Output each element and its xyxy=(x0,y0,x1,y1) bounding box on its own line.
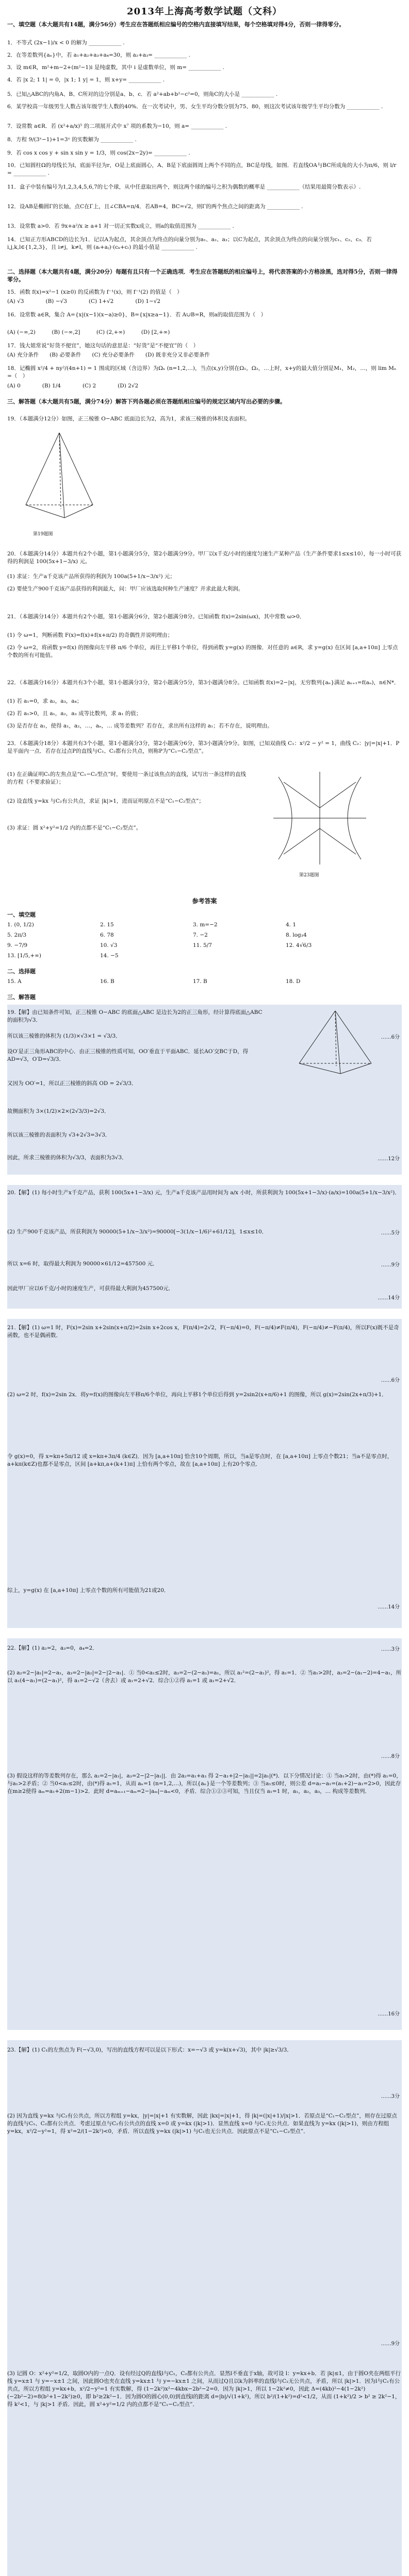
question-23-part2: (2) 设直线 y=kx 与C₂有公共点，求证 |k|>1，进而证明原点不是“C₁−C₂型点”； xyxy=(7,798,204,804)
score-20-a: ……5分 xyxy=(381,1230,400,1236)
solution-19-text-7: 因此，所求三棱锥的体积为√3/3，表面积为3√3． xyxy=(7,1155,127,1161)
question-7: 7．设常数 a∈R．若 (x²+a/x)⁵ 的二项展开式中 x⁷ 项的系数为−10，则 a= ____________ . xyxy=(7,123,227,129)
solution-21-text-4: 综上，y=g(x) 在 [a,a+10π] 上零点个数的所有可能值为21或20． xyxy=(7,1587,170,1594)
question-20-part1: (1) 求证：生产a千克该产品所获得的利润为 100a(5+1/x−3/x²) 元； xyxy=(7,573,175,580)
solution-19-figure xyxy=(289,1007,382,1079)
question-21: 21．（本题满分14分）本题共有2个小题，第1小题满分6分，第2小题满分8分。已知函数 f(x)=2sin(ωx)，其中常数 ω>0． xyxy=(7,614,305,620)
choice-answers-row: 15. A 16. B 17. B 18. D xyxy=(7,978,301,985)
section3-heading: 三、解答题（本大题共有5题，满分74分）解答下列各题必须在答题纸相应编号的规定区域内写出必要的步骤。 xyxy=(7,398,286,405)
question-23: 23．（本题满分18分）本题共有3个小题，第1小题满分3分，第2小题满分6分，第3小题满分9分。如图，已知双曲线 C₁：x²/2 − y² = 1，曲线 C₂：|y|=|x|+1．P是平面内一点．若存在过点P的直线与C₁、C₂都有公共点，则称P为“C₁−C₂型点”。 xyxy=(7,740,400,754)
score-21-b: ……14分 xyxy=(378,1604,400,1610)
solution-19-text-4: 又因为 OO′=1，所以正三棱锥的斜高 OD = 2√3/3． xyxy=(7,1080,137,1087)
question-4: 4．若 |x 2; 1 1| = 0，|x 1; 1 y| = 1，则 x+y= ____________ . xyxy=(7,77,165,83)
choice-answers-heading: 二、选择题 xyxy=(7,968,36,975)
solution-20-text-3: 所以 x=6 时，取得最大利润为 90000×61/12=457500 元． xyxy=(7,1261,158,1267)
answers-title: 参考答案 xyxy=(192,897,217,905)
solution-19-text-1: 19.【解】由已知条件可知，正三棱锥 O−ABC 的底面△ABC 是边长为2的正三角形，经计算得底面△ABC的面积为√3． xyxy=(7,1009,263,1023)
score-23-a: ……3分 xyxy=(381,2094,400,2099)
solution-21-text-3: 令 g(x)=0，得 x=kπ+5π/12 或 x=kπ+3π/4 (k∈Z)．因为 [a,a+10π] 恰含10个周期，所以，当a是零点时，在 [a,a+10π] 上零点个数21；当a不是零点时，a+kπ(k∈Z)也都不是零点，区间 [a+kπ,a+(k+1)π] 上恰有两个零点，故在 [a,a+10π] 上有20个零点． xyxy=(7,1453,393,1467)
question-5: 5．已知△ABC的内角A、B、C所对的边分别是a、b、c．若 a²+ab+b²−c²=0，则角C的大小是 ____________ . xyxy=(7,91,278,97)
fill-answers-row-4: 13. [1/5,+∞) 14. −5 xyxy=(7,953,119,959)
solution-23-text-2: (2) 因为直线 y=kx 与C₂有公共点，所以方程组 y=kx，|y|=|x|+1 有实数解，因此 |kx|=|x|+1，得 |k|=(|x|+1)/|x|>1．若原点是“C₁−C₂型点”，则存在过原点的直线与C₁、C₂都有公共点．考虑过原点与C₂有公共点的直线 x=0 或 y=kx (|k|>1)．显然直线 x=0 与C₁无公共点．如果直线为 y=kx (|k|>1)，则由方程组 y=kx，x²/2−y²=1，得 x²=2/(1−2k²)<0，矛盾．所以直线 y=kx (|k|>1) 与C₁也无公共点．因此原点不是“C₁−C₂型点”． xyxy=(7,2113,397,2134)
solution-22-text-1: 22.【解】(1) a₂=2，a₃=0，a₄=2． xyxy=(7,1645,98,1651)
solution-20-text-4: 因此甲厂应以6千克/小时的速度生产，可获得最大利润为457500元． xyxy=(7,1285,174,1292)
solution-21-text-1: 21.【解】(1) ω=1 时，F(x)=2sin x+2sin(x+π/2)=2sin x+2cos x，F(π/4)=2√2，F(−π/4)=0，F(−π/4)≠F(π/4)，F(−π/4)≠−F(π/4)，所以F(x)既不是奇函数，也不是偶函数． xyxy=(7,1325,399,1338)
question-17-options: (A) 充分条件 (B) 必要条件 (C) 充分必要条件 (D) 既非充分又非必要条件 xyxy=(7,352,210,358)
score-19-b: ……12分 xyxy=(378,1156,400,1162)
solution-23-text-3: (3) 记圆 O：x²+y²=1/2，取圆O内的一点Q．设有经过Q的直线l与C₁，C₂都有公共点．显然l不垂直于x轴，故可设 l：y=kx+b．若 |k|≤1，由于圆O夹在两组平行线 y=x±1 与 y=−x±1 之间，因此圆O也夹在直线 y=kx±1 与 y=−kx±1 之间，从而过Q且以k为斜率的直线l与C₂无公共点，矛盾，所以 |k|>1．因为l与C₁有公共点，所以方程组 y=kx+b，x²/2−y²=1 有实数解，得 (1−2k²)x²−4kbx−2b²−2=0．因为 |k|>1，所以 1−2k²≠0，因此 Δ=(4kb)²−4(1−2k²)(−2b²−2)=8(b²+1−2k²)≥0，即 b²≥2k²−1．因为圆O的圆心(0,0)到直线l的距离 d=|b|/√(1+k²)，所以 b²/(1+k²)=d²<1/2，从而 (1+k²)/2 > b² ≥ 2k²−1，得 k²<1，与 |k|>1 矛盾．因此，圆 x²+y²=1/2 内的点都不是“C₁−C₂型点”． xyxy=(7,2370,401,2408)
solution-21-text-2: (2) ω=2 时，f(x)=2sin 2x．将y=f(x)的图像向左平移π/6个单位，再向上平移1个单位后得到 y=2sin2(x+π/6)+1 的图像，所以 g(x)=2sin(2x+π/3)+1． xyxy=(7,1392,387,1398)
solve-answers-heading: 三、解答题 xyxy=(7,994,36,1001)
fill-answers-row-1: 1. (0, 1/2) 2. 15 3. m=−2 4. 1 xyxy=(7,922,297,928)
solution-22-text-3: (3) 假设这样的等差数列存在，那么 a₂=2−|a₁|，a₃=2−|2−|a₁||．由 2a₂=a₁+a₃ 得 2−a₁+|2−|a₁||=2|a₁|(*)．以下分情况讨论：① 当a₁>2时，由(*)得 a₁=0，与a₁>2矛盾；② 当0<a₁≤2时，由(*)得 a₁=1，从而 aₙ=1 (n=1,2,…)，所以{aₙ}是一个等差数列；③ 当a₁≤0时，则公差 d=a₂−a₁=(a₁+2)−a₁=2>0，因此存在m≥2使得 aₘ=a₁+2(m−1)>2．此时 d=aₘ₊₁−aₘ=2−|aₘ|−aₘ<0，矛盾．综合①②③可知，当且仅当 a₁=1 时，a₁，a₂，a₃，… 构成等差数列． xyxy=(7,1773,402,1794)
score-22-c: ……16分 xyxy=(378,2011,400,2017)
figure-19-pyramid xyxy=(15,428,103,531)
solution-21-box xyxy=(7,1319,402,1628)
question-21-part1: (1) 令 ω=1，判断函数 F(x)=f(x)+f(x+π/2) 的奇偶性并说明理由； xyxy=(7,632,173,638)
fill-answers-heading: 一、填空题 xyxy=(7,911,36,918)
score-20-b: ……9分 xyxy=(381,1262,400,1268)
score-22-b: ……8分 xyxy=(381,1754,400,1759)
figure-19-caption: 第19题图 xyxy=(33,532,53,537)
score-23-b: ……9分 xyxy=(381,2341,400,2347)
question-19: 19．（本题满分12分）如图，正三棱锥 O−ABC 底面边长为2，高为1，求该三棱锥的体积及表面积。 xyxy=(7,416,250,422)
question-13: 13．设常数 a>0．若 9x+a²/x ≥ a+1 对一切正实数x成立，则a的取值范围为 ____________ . xyxy=(7,223,234,229)
question-12: 12．设AB是椭圆Γ的长轴，点C在Γ上，且∠CBA=π/4．若AB=4，BC=√2，则Γ的两个焦点之间的距离为 ____________ . xyxy=(7,204,303,210)
figure-23-caption: 第23题图 xyxy=(299,873,319,878)
fill-answers-row-3: 9. −7/9 10. √3 11. 5/7 12. 4√6/3 xyxy=(7,942,312,948)
score-20-c: ……14分 xyxy=(378,1295,400,1301)
question-16: 16．设常数 a∈R，集合 A={x|(x−1)(x−a)≥0}，B={x|x≥a−1}．若 A∪B=R，则a的取值范围为（ ） xyxy=(7,312,267,318)
question-15-options: (A) √3 (B) −√3 (C) 1+√2 (D) 1−√2 xyxy=(7,298,161,304)
question-8: 8．方程 9/(3ˣ−1)+1=3ˣ 的实数解为 ____________ . xyxy=(7,137,137,143)
figure-23-hyperbola xyxy=(268,767,371,870)
score-21-a: ……6分 xyxy=(381,1378,400,1383)
question-17: 17．钱大姐常说“好货不便宜”，她这句话的意思是：“好货”是“不便宜”的（ ） xyxy=(7,343,199,349)
question-15: 15．函数 f(x)=x²−1 (x≥0) 的反函数为 f⁻¹(x)，则 f⁻¹(2) 的值是（ ） xyxy=(7,289,183,295)
question-21-part2: (2) 令 ω=2，将函数 y=f(x) 的图像向左平移 π/6 个单位，再往上平移1个单位，得到函数 y=g(x) 的图像．对任意的 a∈R，求 y=g(x) 在区间 [a,a+10π] 上零点个数的所有可能值。 xyxy=(7,645,398,658)
solution-22-box xyxy=(7,1638,402,2030)
fill-answers-row-2: 5. 2π/3 6. 78 7. −2 8. log₃4 xyxy=(7,932,307,938)
section1-heading: 一、填空题（本大题共有14题，满分56分）考生应在答题纸相应编号的空格内直接填写结果，每个空格填对得4分，否则一律得零分。 xyxy=(7,21,345,28)
score-22-a: ……3分 xyxy=(381,1647,400,1652)
question-22-part3: (3) 是否存在 a₁，使得 a₁，a₂，…，aₙ，… 成等差数列？若存在，求出所有这样的 a₁；若不存在，说明理由。 xyxy=(7,723,273,729)
solution-20-text-2: (2) 生产900千克该产品，所获利润为 90000(5+1/x−3/x²)=90000[−3(1/x−1/6)²+61/12]，1≤x≤10． xyxy=(7,1229,268,1235)
solution-19-text-6: 所以该三棱锥的表面积为 √3+2√3=3√3． xyxy=(7,1132,111,1138)
section2-heading: 二、选择题（本大题共有4题，满分20分）每题有且只有一个正确选项．考生应在答题纸的相应编号上，将代表答案的小方格涂黑，选对得5分，否则一律得零分。 xyxy=(7,268,398,283)
solution-22-text-2: (2) a₂=2−|a₁|=2−a₁，a₃=2−|a₂|=2−|2−a₁|．① 当0<a₁≤2时，a₃=2−(2−a₁)=a₁，所以 a₁²=(2−a₁)²，得 a₁=1．② 当a₁>2时，a₃=2−(a₁−2)=4−a₁，所以 a₁(4−a₁)=(2−a₁)²，得 a₁=2−√2（舍去）或 a₁=2+√2．综合①②得 a₁=1 或 a₁=2+√2． xyxy=(7,1670,402,1684)
solution-23-text-1: 23.【解】(1) C₁的左焦点为 F(−√3,0)，写出的直线方程可以是以下形式：x=−√3 或 y=k(x+√3)，其中 |k|≥√3/3． xyxy=(7,2047,292,2053)
question-2: 2．在等差数列{aₙ}中，若 a₁+a₂+a₃+a₄=30，则 a₂+a₃= ____________ . xyxy=(7,52,190,58)
question-11: 11．盒子中装有编号为1,2,3,4,5,6,7的七个球，从中任意取出两个，则这两个球的编号之积为偶数的概率是 ____________（结果用最简分数表示）. xyxy=(7,184,361,190)
question-16-options: (A) (−∞,2) (B) (−∞,2] (C) (2,+∞) (D) [2,+∞) xyxy=(7,329,170,335)
score-19-a: ……6分 xyxy=(381,1035,400,1040)
question-23-part1: (1) 在正确证明C₁的左焦点是“C₁−C₂型点”时，要使用一条过该焦点的直线，试写出一条这样的直线的方程（不要求验证）； xyxy=(7,771,246,785)
solution-19-text-5: 故侧面积为 3×(1/2)×2×(2√3/3)=2√3． xyxy=(7,1108,110,1114)
solution-19-text-3: 设O′是正三角形ABC的中心．由正三棱锥的性质可知，OO′垂直于平面ABC．延长AO′交BC于D，得 AD=√3，O′D=√3/3． xyxy=(7,1048,249,1062)
question-20-part2: (2) 要使生产900千克该产品获得的利润最大，问：甲厂应该选取何种生产速度？并求此最大利润。 xyxy=(7,586,244,592)
question-23-part3: (3) 求证：圆 x²+y²=1/2 内的点都不是“C₁−C₂型点”。 xyxy=(7,825,142,831)
question-10: 10．已知圆柱Ω的母线长为l，底面半径为r，O是上底面圆心，A、B是下底面圆周上两个不同的点，BC是母线，如图．若直线OA与BC所成角的大小为π/6，则 l/r = ____________ . xyxy=(7,162,397,176)
question-9: 9．若 cos x cos y + sin x sin y = 1/3，则 cos(2x−2y)= ____________ . xyxy=(7,150,190,156)
question-20: 20．（本题满分14分）本题共有2个小题，第1小题满分5分，第2小题满分9分。甲厂以x千克/小时的速度匀速生产某种产品（生产条件要求1≤x≤10），每一小时可获得的利润是 100(5x+1−3/x) 元。 xyxy=(7,551,402,565)
page-title: 2013年上海高考数学试题（文科） xyxy=(126,6,283,17)
question-22-part1: (1) 若 a₁=0，求 a₂，a₃，a₄； xyxy=(7,698,83,704)
question-1: 1．不等式 (2x−1)/x < 0 的解为 ____________ . xyxy=(7,40,125,46)
question-18: 18．记椭圆 x²/4 + ny²/(4n+1) = 1 围成的区域（含边界）为Ωₙ (n=1,2,…)，当点(x,y)分别在Ω₁，Ω₂，…上时，x+y的最大值分别是M₁，M₂，…，则 lim Mₙ =（ ） xyxy=(7,365,397,379)
question-18-options: (A) 0 (B) 1/4 (C) 2 (D) 2√2 xyxy=(7,383,139,389)
question-22-part2: (2) 若 a₁>0，且 a₁，a₂，a₃ 成等比数列，求 a₁ 的值； xyxy=(7,710,142,717)
solution-20-text-1: 20.【解】(1) 每小时生产x千克产品，获利 100(5x+1−3/x) 元，生产a千克该产品用时间为 a/x 小时，所获利润为 100(5x+1−3/x)·(a/x)=100a(5+1/x−3/x²)． xyxy=(7,1190,400,1196)
solution-19-text-2: 所以该三棱锥的体积为 (1/3)×√3×1 = √3/3． xyxy=(7,1033,121,1039)
question-3: 3．设 m∈R，m²+m−2+(m²−1)i 是纯虚数，其中 i 是虚数单位，则 m= ____________ . xyxy=(7,64,225,71)
question-22: 22．（本题满分16分）本题共有3个小题，第1小题满分3分，第2小题满分5分，第3小题满分8分。已知函数 f(x)=2−|x|，无穷数列{aₙ}满足 aₙ₊₁=f(aₙ)，n∈N*． xyxy=(7,680,400,686)
question-14: 14．已知正方形ABCD的边长为1．记以A为起点，其余顶点为终点的向量分别为a₁、a₂、a₃；以C为起点，其余顶点为终点的向量分别为c₁、c₂、c₃．若 i,j,k,l∈{1,2,3}，且 i≠j，k≠l，则 (aᵢ+aⱼ)·(cₖ+cₗ) 的最小值是 ____________ . xyxy=(7,236,372,250)
question-6: 6．某学校高一年级男生人数占该年级学生人数的40%．在一次考试中，男、女生平均分数分别为75、80，则这次考试该年级学生平均分数为 ____________ . xyxy=(7,104,383,110)
